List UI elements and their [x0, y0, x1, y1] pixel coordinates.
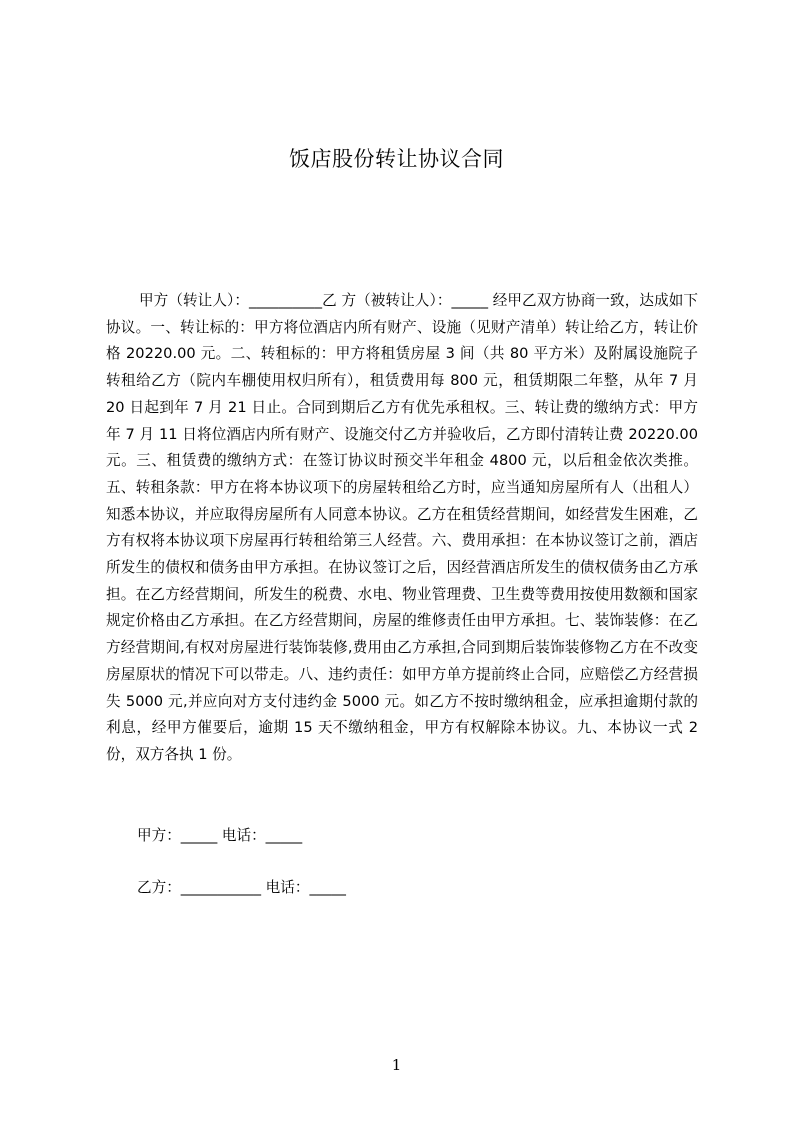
signature-party-a: 甲方：_____ 电话：_____	[137, 827, 303, 844]
page-number: 1	[391, 1056, 402, 1074]
document-title: 饭店股份转让协议合同	[289, 147, 504, 171]
agreement-body: 甲方（转让人）：__________乙 方（被转让人）：_____ 经甲乙双方协商一致，达成如下协议。一、转让标的：甲方将位酒店内所有财产、设施（见财产清单）转让给乙方，转让价格 20220.00 元。二、转租标的：甲方将租赁房屋 3 间（共 80 平方米）及附属设施院子转租给乙方（院内车棚使用权归所有），租赁费用每 800 元，租赁期限二年整，从年 7 月 20 日起到年 7 月 21 日止。合同到期后乙方有优先承租权。三、转让费的缴纳方式：甲方年 7 月 11 日将位酒店内所有财产、设施交付乙方并验收后，乙方即付清转让费 20220.00 元。三、租赁费的缴纳方式：在签订协议时预交半年租金 4800 元，以后租金依次类推。五、转租条款：甲方在将本协议项下的房屋转租给乙方时，应当通知房屋所有人（出租人）知悉本协议，并应取得房屋所有人同意本协议。乙方在租赁经营期间，如经营发生困难，乙方有权将本协议项下房屋再行转租给第三人经营。六、费用承担：在本协议签订之前，酒店所发生的债权和债务由甲方承担。在协议签订之后，因经营酒店所发生的债权债务由乙方承担。在乙方经营期间，所发生的税费、水电、物业管理费、卫生费等费用按使用数额和国家规定价格由乙方承担。在乙方经营期间，房屋的维修责任由甲方承担。七、装饰装修：在乙方经营期间,有权对房屋进行装饰装修,费用由乙方承担,合同到期后装饰装修物乙方在不改变房屋原状的情况下可以带走。八、违约责任：如甲方单方提前终止合同，应赔偿乙方经营损失 5000 元,并应向对方支付违约金 5000 元。如乙方不按时缴纳租金，应承担逾期付款的利息，经甲方催要后，逾期 15 天不缴纳租金，甲方有权解除本协议。九、本协议一式 2 份，双方各执 1 份。	[106, 292, 698, 763]
signature-party-b: 乙方：___________ 电话：_____	[137, 879, 346, 896]
